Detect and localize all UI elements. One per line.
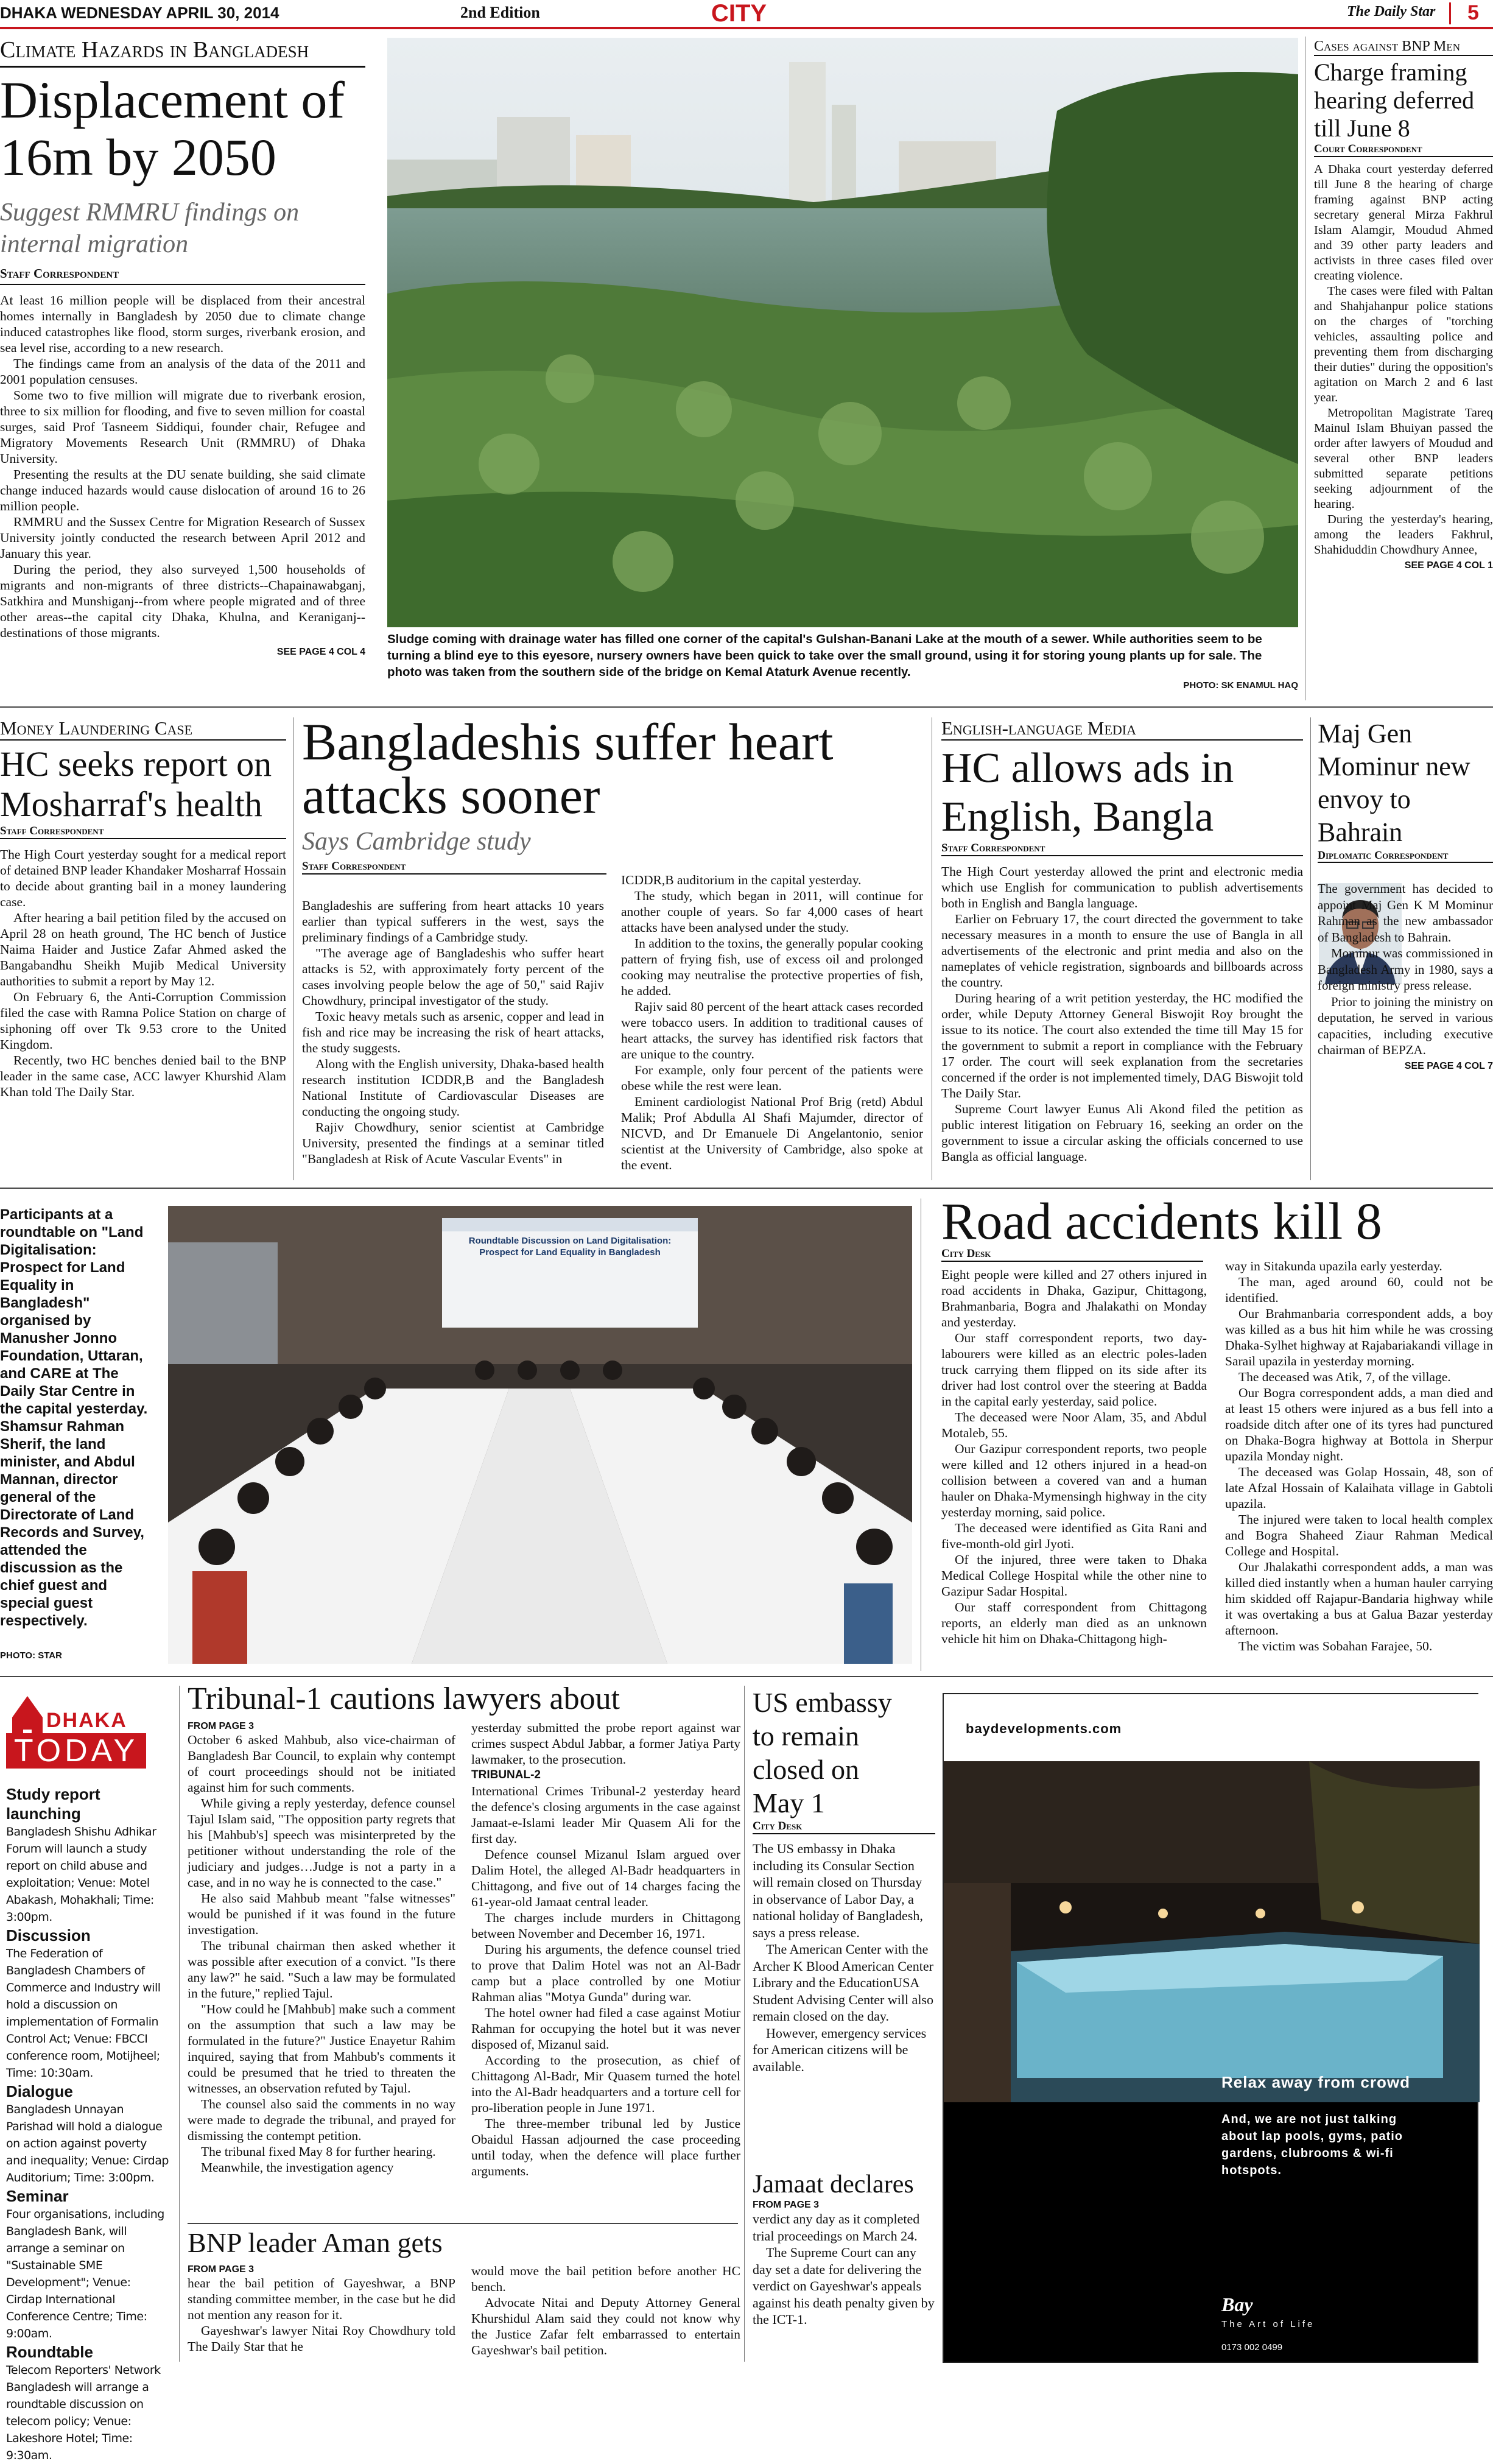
today-item-text: The Federation of Bangladesh Chambers of Commerce and Industry will hold a discussion on implementation of Formalin Control Act; Venue: FBCCI conference room, Motijheel; Time: 10:30am. <box>6 1947 161 2080</box>
paragraph: Bangladeshis are suffering from heart attacks 10 years earlier than typical sufferers in the west, says the preliminary findings of a Cambridge study. <box>302 898 604 945</box>
story-column <box>188 2264 455 2354</box>
paragraph: ICDDR,B auditorium in the capital yesterday. <box>621 873 862 887</box>
story-body <box>0 847 286 1100</box>
divider <box>188 2223 738 2224</box>
paragraph: The study, which began in 2011, will continue for another couple of years. So far 4,000 cases of heart attacks have been analysed under the study. <box>621 889 923 935</box>
paragraph: The deceased was Atik, 7, of the village. <box>1238 1370 1451 1384</box>
kicker: English-language Media <box>941 717 1303 741</box>
dhaka-today <box>6 1693 169 2462</box>
roundtable-illustration <box>168 1206 912 1664</box>
bay-developments-ad[interactable] <box>943 1693 1478 2363</box>
caption-text: Sludge coming with drainage water has filled one corner of the capital's Gulshan-Banani Lake at the mouth of a sewer. While authorities seem to be turning a blind eye to this eyesore, nursery owners have been quick to take over the small ground, using it for storing young plants up for sale. The photo was taken from the southern side of the bridge on Kemal Ataturk Avenue recently. <box>387 632 1262 679</box>
brand-dhaka: DHAKA <box>46 1709 127 1732</box>
paragraph: During the yesterday's hearing, among the leaders Fakhrul, Shahiduddin Chowdhury Annee, <box>1314 513 1493 557</box>
subhead: TRIBUNAL-2 <box>471 1769 541 1781</box>
story-column <box>471 2263 740 2358</box>
today-item <box>6 1926 169 2082</box>
paragraph: yesterday submitted the probe report against war crimes suspect Abdul Jabbar, a former Jatiya Party lawmaker, to the prosecution. <box>471 1720 740 1767</box>
story-mosharraf <box>0 717 286 1180</box>
roundtable-caption <box>0 1206 156 1630</box>
story-body <box>0 292 365 641</box>
subheadline: Says Cambridge study <box>302 828 531 856</box>
paragraph: However, emergency services for American citizens will be available. <box>753 2025 927 2074</box>
ad-copy: And, we are not just talking about lap pools, gyms, patio gardens, clubrooms & wi-fi hotspots. <box>1221 2113 1403 2177</box>
paragraph: While giving a reply yesterday, defence counsel Tajul Islam said, "The opposition party regrets that his [Mahbub's] speech was misinterpreted by the petitioner without understanding the role of the judiciary and judges…Judge is not a party in a case, and in no way he is connected to the case." <box>188 1796 455 1890</box>
paragraph: The counsel also said the comments in no way were made to degrade the tribunal, and prayed for dismissing the contempt petition. <box>188 2097 455 2143</box>
masthead-divider <box>1449 2 1451 24</box>
lake-illustration <box>387 38 1298 627</box>
byline: Staff Correspondent <box>302 860 606 875</box>
today-item-title: Roundtable <box>6 2343 93 2361</box>
headline: Tribunal-1 cautions lawyers about <box>188 1681 620 1716</box>
paragraph: The US embassy in Dhaka including its Consular Section will remain closed on Thursday in observance of Labor Day, a national holiday of Bangladesh, says a press release. <box>753 1841 923 1940</box>
paragraph: The High Court yesterday sought for a medical report of detained BNP leader Khandaker Mosharraf Hossain to decide about granting bail in a money laundering case. <box>0 847 286 909</box>
today-item-text: Telecom Reporters' Network Bangladesh will arrange a roundtable discussion on telecom policy; Venue: Lakeshore Hotel; Time: 9:30am. <box>6 2364 161 2462</box>
paragraph: verdict any day as it completed trial proceedings on March 24. <box>753 2211 920 2244</box>
paragraph: Our Gazipur correspondent reports, two people were killed and 12 others injured in a head-on collision between a covered van and a human hauler on Dhaka-Mymensingh highway in the city yesterday morning, said police. <box>941 1441 1207 1519</box>
lake-photo <box>387 38 1298 627</box>
kicker: Cases against BNP Men <box>1314 38 1493 56</box>
paragraph: The three-member tribunal led by Justice Obaidul Hassan adjourned the case proceeding until today, when the defence will place further arguments. <box>471 2116 740 2178</box>
paragraph: The cases were filed with Paltan and Shahjahanpur police stations on the charges of "torching vehicles, assaulting police and preventing them from discharging their duties" during the opposition's agitation on March 2 and 6 last year. <box>1314 284 1493 404</box>
continued-link[interactable]: SEE PAGE 4 COL 7 <box>1404 1060 1493 1071</box>
masthead <box>0 0 1493 29</box>
continued-link[interactable]: SEE PAGE 4 COL 4 <box>276 647 365 657</box>
paragraph: The American Center with the Archer K Blood American Center Library and the EducationUSA Student Advising Center will also remain closed on the day. <box>753 1941 933 2024</box>
paragraph: International Crimes Tribunal-2 yesterday heard the defence's closing arguments in the case against Jamaat-e-Islami leader Mir Quasem Ali for the first day. <box>471 1784 740 1846</box>
paragraph: Our Bogra correspondent adds, a man died and at least 15 others were injured as a bus fell into a roadside ditch after one of its tyres had punctured on Dhaka-Bogra highway at Bottola in Sherpur upazila Monday night. <box>1225 1385 1493 1463</box>
divider <box>0 1188 1493 1189</box>
today-item-title: Dialogue <box>6 2082 73 2100</box>
story-us-embassy <box>753 1686 971 2179</box>
paragraph: Our Jhalakathi correspondent adds, a man was killed died instantly when a human hauler carrying him skidded off Rajapur-Bandaria highway while it was overtaking a bus at Galua Bazar yesterday afternoon. <box>1225 1560 1493 1638</box>
kicker: Money Laundering Case <box>0 717 286 741</box>
story-column <box>941 1267 1207 1647</box>
paragraph: way in Sitakunda upazila early yesterday. <box>1225 1259 1442 1273</box>
today-item <box>6 2342 169 2464</box>
paragraph: Rajiv Chowdhury, senior scientist at Cambridge University, presented the findings at a seminar titled "Bangladesh at Risk of Acute Vascular Events" in <box>302 1120 604 1166</box>
story-charge-framing <box>1314 38 1493 695</box>
dhaka-today-logo <box>6 1693 169 1784</box>
subheadline: Suggest RMMRU findings on internal migration <box>0 199 300 258</box>
story-envoy <box>1318 717 1493 1180</box>
headline: Displacement of 16m by 2050 <box>0 71 345 186</box>
byline: City Desk <box>941 1247 1203 1262</box>
today-item-text: Four organisations, including Bangladesh Bank, will arrange a seminar on "Sustainable SME Development"; Venue: Cirdap International Conference Centre; Time: 9:00am. <box>6 2208 164 2340</box>
paragraph: Our Brahmanbaria correspondent adds, a boy was killed as a bus hit him while he was crossing Dhaka-Sylhet highway at Rajabariakandi village in Sarail upazila in yesterday morning. <box>1225 1306 1493 1368</box>
ad-phone: 0173 002 0499 <box>1221 2342 1283 2353</box>
divider <box>293 717 294 1180</box>
ad-brand-name: baydevelopments <box>966 1721 1088 1736</box>
headline: BNP leader Aman gets <box>188 2227 443 2258</box>
paragraph: The tribunal fixed May 8 for further hearing. <box>201 2144 436 2159</box>
paragraph: The High Court yesterday allowed the print and electronic media which use English for communication to publish advertisements both in English and Bangla language. <box>941 864 1303 910</box>
paragraph: Our staff correspondent reports, two day-labourers were killed as an electric poles-laden truck carrying them flipped on its side after its driver had lost control over the steering at Badda in the capital early yesterday, said police. <box>941 1331 1207 1409</box>
byline: Court Correspondent <box>1314 143 1493 157</box>
paragraph: Eight people were killed and 27 others injured in road accidents in Dhaka, Gazipur, Chittagong, Brahmanbaria, Bogra and Jhalakathi on Monday and yesterday. <box>941 1267 1207 1329</box>
story-displacement <box>0 37 365 694</box>
paragraph: "The average age of Bangladeshis who suffer heart attacks is 52, with approximately forty percent of the cases involving people below the age of 50," said Rajiv Chowdhury, principal investigator of the study. <box>302 946 604 1008</box>
paragraph: The government has decided to appoint Maj Gen K M Mominur Rahman as the new ambassador of Bangladesh to Bahrain. <box>1318 881 1493 945</box>
paragraph: On February 6, the Anti-Corruption Commission filed the case with Ramna Police Station on charge of siphoning off over Tk 9.53 crore to the United Kingdom. <box>0 990 286 1052</box>
paragraph: Advocate Nitai and Deputy Attorney General Khurshidul Alam said they could not know why the Justice Zafar felt embarrassed to entertain Gayeshwar's bail petition. <box>471 2295 740 2357</box>
paragraph: Our staff correspondent from Chittagong reports, an elderly man died as an unknown vehicle hit him on Dhaka-Chittagong high- <box>941 1600 1207 1646</box>
today-item-text: Bangladesh Shishu Adhikar Forum will launch a study report on child abuse and exploitation; Venue: Motel Abakash, Mohakhali; Time: 3:00pm. <box>6 1825 156 1924</box>
from-page: FROM PAGE 3 <box>753 2200 820 2210</box>
paragraph: During his arguments, the defence counsel tried to prove that Dalim Hotel was not an Al-Badr camp but a place controlled by one Motiur Rahman alias "Motya Gunda" during war. <box>471 1942 740 2004</box>
paragraph: At least 16 million people will be displaced from their ancestral homes internally in Bangladesh by 2050 due to climate change induced catastrophes like flood, storm surges, riverbank erosion, and sea level rise, according to a new research. <box>0 293 365 355</box>
story-bnp-aman <box>188 2226 740 2365</box>
story-road-accidents <box>941 1192 1493 1670</box>
paragraph: "How could he [Mahbub] make such a comment on the assumption that such a law may be formulated in the future?" Justice Enayetur Rahim inquired, saying that from Mahbub's comments it could be presumed that he tried to threaten the witnesses, an observation refuted by Tajul. <box>188 2002 455 2096</box>
story-column <box>188 1721 455 2175</box>
from-page: FROM PAGE 3 <box>188 2264 255 2275</box>
paragraph: During the period, they also surveyed 1,500 households of migrants and non-migrants of three districts--Chapainawabganj, Satkhira and Munshiganj--from where people migrated and of three other areas--the capital city Dhaka, Khulna, and Keraniganj--destinations of those migrants. <box>0 562 365 640</box>
paragraph: After hearing a bail petition filed by the accused on April 28 on heath ground, The HC bench of Justice Naima Haider and Justice Zafar Ahmed asked the Bangabandhu Sheikh Mujib Medical University authorities to submit a report by May 12. <box>0 910 286 988</box>
photo-credit: PHOTO: STAR <box>0 1650 62 1661</box>
story-column <box>302 898 604 1167</box>
paragraph: Mominur was commissioned in Bangladesh Army in 1980, says a foreign ministry press release. <box>1318 946 1493 993</box>
paragraph: The charges include murders in Chittagong between November and December 16, 1971. <box>471 1910 740 1941</box>
divider <box>744 1686 745 2362</box>
story-column <box>471 1720 740 2179</box>
story-hc-ads <box>941 717 1303 1180</box>
story-body <box>1314 162 1493 558</box>
story-body <box>941 864 1303 1164</box>
paragraph: The Supreme Court can any day set a date for delivering the verdict on Gayeshwar's appeals against his death penalty given by the ICT-1. <box>753 2245 935 2327</box>
byline: Staff Correspondent <box>0 266 365 285</box>
paragraph: Along with the English university, Dhaka-based health research institution ICDDR,B and the Bangladesh National Institute of Cardiovascular Diseases are conducting the ongoing study. <box>302 1057 604 1119</box>
paragraph: Defence counsel Mizanul Islam argued over Dalim Hotel, the alleged Al-Badr headquarters in Chittagong, and five out of 14 charges facing the 61-year-old Jamaat central leader. <box>471 1847 740 1909</box>
byline: City Desk <box>753 1820 935 1834</box>
paragraph: would move the bail petition before another HC bench. <box>471 2264 740 2294</box>
paragraph: The hotel owner had filed a case against Motiur Rahman for occupying the hotel but it was never disposed of, Mizanul said. <box>471 2005 740 2052</box>
masthead-edition: 2nd Edition <box>460 4 540 21</box>
kicker: Climate Hazards in Bangladesh <box>0 37 365 68</box>
paragraph: A Dhaka court yesterday deferred till June 8 the hearing of charge framing against BNP acting secretary general Mirza Fakhrul Islam Alamgir, Moudud Ahmed and 39 other party leaders and activists in three cases filed over creating violence. <box>1314 163 1493 283</box>
paragraph: The deceased were Noor Alam, 35, and Abdul Motaleb, 55. <box>941 1410 1207 1440</box>
headline: Bangladeshis suffer heart attacks sooner <box>302 713 834 825</box>
today-item-text: Bangladesh Unnayan Parishad will hold a dialogue on action against poverty and inequality; Venue: Cirdap Auditorium; Time: 3:00pm. <box>6 2103 169 2184</box>
roundtable-photo <box>168 1206 912 1664</box>
paragraph: hear the bail petition of Gayeshwar, a BNP standing committee member, in the case but he did not mention any reason for it. <box>188 2276 455 2322</box>
paragraph: Presenting the results at the DU senate building, she said climate change induced hazards would cause dislocation of around 16 to 26 million people. <box>0 467 365 513</box>
headline: US embassy to remain closed on May 1 <box>753 1687 892 1818</box>
paragraph: Supreme Court lawyer Eunus Ali Akond filed the petition as public interest litigation on February 16, seeking an order on the government to issue a circular asking the officials concerned to use Bangla as official language. <box>941 1102 1303 1164</box>
ad-brand <box>966 1721 1122 1737</box>
paragraph: Metropolitan Magistrate Tareq Mainul Islam Bhuiyan passed the order after lawyers of Moudud and several other BNP leaders submitted separate petitions seeking adjournment of the hearing. <box>1314 406 1493 511</box>
paragraph: Earlier on February 17, the court directed the government to take necessary measures in a month to ensure the use of Bangla in all advertisements of the electronic and print media and also on the nameplates of vehicle registration, signboards and billboards across the country. <box>941 912 1303 990</box>
byline: Staff Correspondent <box>941 842 1303 856</box>
ad-logo: Bay <box>1221 2293 1253 2315</box>
today-item <box>6 1784 169 1926</box>
story-body <box>753 1840 935 2075</box>
banner-text: Roundtable Discussion on Land Digitalisation: Prospect for Land Equality in Bangladesh <box>468 1236 672 1258</box>
ad-pool-image <box>944 1761 1480 2102</box>
paragraph: Prior to joining the ministry on deputation, he served in various capacities, including executive chairman of BEPZA. <box>1318 994 1493 1057</box>
story-column <box>1225 1258 1493 1654</box>
paragraph: The deceased was Golap Hossain, 48, son of late Afzal Hossain of Kalaihata village in Gabtoli upazila. <box>1225 1465 1493 1511</box>
today-item <box>6 2082 169 2186</box>
paragraph: During hearing of a writ petition yesterday, the HC modified the order, while Deputy Attorney General Biswojit Roy brought the issue to its notice. The court also extended the time till May 15 for the government to submit a report in compliance with the February 17 order. The court will seek explanation from the secretaries concerned if the order is not implemented timely, DAG Biswojit told The Daily Star. <box>941 991 1303 1100</box>
headline: Road accidents kill 8 <box>941 1192 1382 1250</box>
ad-tagline: Relax away from crowd <box>1221 2073 1410 2091</box>
divider <box>1310 717 1311 1180</box>
paragraph: Gayeshwar's lawyer Nitai Roy Chowdhury told The Daily Star that he <box>188 2323 455 2354</box>
paragraph: The deceased were identified as Gita Rani and five-month-old girl Jyoti. <box>941 1521 1207 1551</box>
paragraph: For example, only four percent of the patients were obese while the rest were lean. <box>621 1063 923 1093</box>
divider <box>0 706 1493 708</box>
paragraph: Toxic heavy metals such as arsenic, copper and lead in fish and rice may be increasing the risk of heart attacks, the study suggests. <box>302 1009 604 1055</box>
ad-brand-suffix: .com <box>1087 1721 1122 1736</box>
paragraph: Of the injured, three were taken to Dhaka Medical College Hospital while the other nine to Gazipur Sadar Hospital. <box>941 1552 1207 1599</box>
paragraph: According to the prosecution, as chief of Chittagong Al-Badr, Mir Quasem turned the hotel into the Al-Badr headquarters and a torture cell for pro-liberation people in June 1971. <box>471 2053 740 2115</box>
story-column <box>621 872 923 1173</box>
today-item-title: Seminar <box>6 2187 69 2205</box>
paragraph: Rajiv said 80 percent of the heart attack cases recorded were tobacco users. In addition to traditional causes of heart attacks, the survey has identified risk factors that are unique to the country. <box>621 999 923 1061</box>
paragraph: The injured were taken to local health complex and Bogra Shaheed Ziaur Rahman Medical College and Hospital. <box>1225 1512 1493 1558</box>
headline: HC seeks report on Mosharraf's health <box>0 744 272 824</box>
photo-credit: PHOTO: SK ENAMUL HAQ <box>1183 680 1298 691</box>
paragraph: October 6 asked Mahbub, also vice-chairman of Bangladesh Bar Council, to explain why contempt of court proceedings should not be initiated against him for such comments. <box>188 1733 455 1795</box>
today-item <box>6 2186 169 2342</box>
ad-top-bar <box>944 1694 1480 1761</box>
paragraph: Some two to five million will migrate due to riverbank erosion, three to six million for flooding, and five to seven million for coastal surges, said Prof Tasneem Siddiqui, founder chair, Refugee and Migratory Movements Research Unit (RMMRU) of Dhaka University. <box>0 388 365 466</box>
ad-motto: The Art of Life <box>1221 2319 1315 2329</box>
paragraph: The man, aged around 60, could not be identified. <box>1225 1275 1493 1305</box>
headline: Jamaat declares <box>753 2170 914 2198</box>
paragraph: Meanwhile, the investigation agency <box>201 2160 394 2175</box>
masthead-section: CITY <box>711 0 767 27</box>
divider <box>0 1676 1493 1677</box>
masthead-date: DHAKA WEDNESDAY APRIL 30, 2014 <box>0 4 279 22</box>
byline: Staff Correspondent <box>0 825 286 839</box>
headline: Charge framing hearing deferred till June 8 <box>1314 58 1475 142</box>
brand-today: TODAY <box>6 1733 146 1769</box>
paragraph: Recently, two HC benches denied bail to the BNP leader in the same case, ACC lawyer Khurshid Alam Khan told The Daily Star. <box>0 1053 286 1099</box>
paragraph: Eminent cardiologist National Prof Brig (retd) Abdul Malik; Prof Abdulla Al Shafi Majumder, director of NICVD, and Dr Emanuele Di Angelantonio, senior scientist at the University of Cambridge, also spoke at the event. <box>621 1094 923 1172</box>
paragraph: The tribunal chairman then asked whether it was possible after execution of a convict. "Is there any law?" he said. "Such a law may be formulated in the future," replied Tajul. <box>188 1938 455 2001</box>
masthead-paper: The Daily Star <box>1347 4 1436 19</box>
caption-text: Participants at a roundtable on "Land Digitalisation: Prospect for Land Equality in Bangladesh" organised by Manusher Jonno Foundation, Uttaran, and CARE at The Daily Star Centre in the capital yesterday. Shamsur Rahman Sherif, the land minister, and Abdul Mannan, director general of the Directorate of Land Records and Survey, attended the discussion as the chief guest and special guest respectively. <box>0 1206 148 1629</box>
story-body <box>1318 881 1493 1072</box>
paragraph: He also said Mahbub meant "false witnesses" would be punished if it was found in the future investigation. <box>188 1891 455 1937</box>
paragraph: The findings came from an analysis of the data of the 2011 and 2001 population censuses. <box>0 356 365 387</box>
today-item-title: Study report launching <box>6 1785 100 1823</box>
lake-photo-caption <box>387 631 1298 691</box>
from-page: FROM PAGE 3 <box>188 1721 255 1731</box>
page-number: 5 <box>1467 1 1479 24</box>
story-heart-attacks <box>302 715 923 1184</box>
continued-link[interactable]: SEE PAGE 4 COL 1 <box>1404 560 1493 571</box>
paragraph: In addition to the toxins, the generally popular cooking pattern of frying fish, use of excess oil and prolonged cooking may neutralise the protective properties of fish, he added. <box>621 936 923 998</box>
headline: Maj Gen Mominur new envoy to Bahrain <box>1318 719 1470 847</box>
paragraph: RMMRU and the Sussex Centre for Migration Research of Sussex University jointly conducted the research between April 2012 and January this year. <box>0 515 365 561</box>
divider <box>179 1686 180 2362</box>
story-jamaat <box>753 2169 935 2365</box>
paragraph: The victim was Sobahan Farajee, 50. <box>1238 1639 1433 1653</box>
story-tribunal <box>188 1681 740 2217</box>
today-item-title: Discussion <box>6 1926 91 1945</box>
headline: HC allows ads in English, Bangla <box>941 745 1234 840</box>
byline: Diplomatic Correspondent <box>1318 849 1493 863</box>
